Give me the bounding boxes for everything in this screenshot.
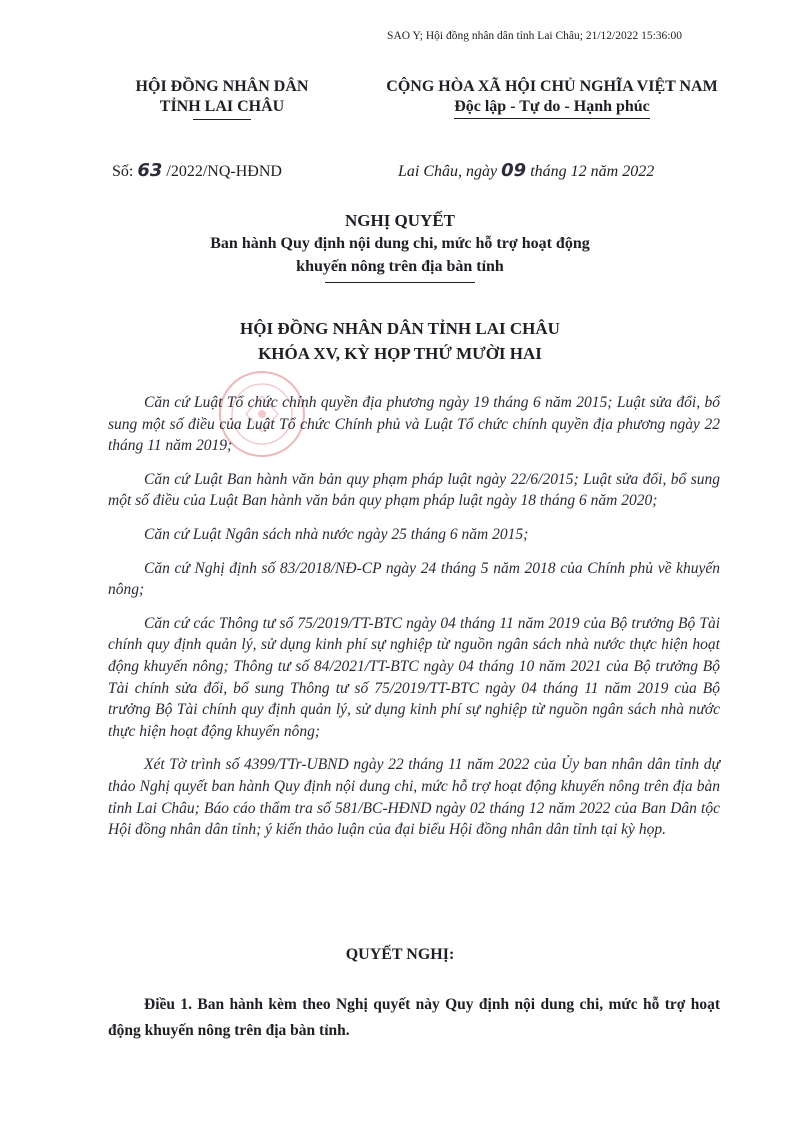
document-subject-line-2: khuyến nông trên địa bàn tỉnh (296, 258, 504, 275)
document-date-rest: tháng 12 năm 2022 (526, 163, 655, 180)
document-number-value: 63 (137, 160, 163, 181)
document-title (100, 210, 700, 283)
authority-underline (193, 119, 251, 120)
preamble (108, 392, 720, 853)
national-title: CỘNG HÒA XÃ HỘI CHỦ NGHĨA VIỆT NAM (386, 78, 718, 95)
national-motto: Độc lập - Tự do - Hạnh phúc (454, 97, 650, 119)
document-subject-line-1: Ban hành Quy định nội dung chi, mức hỗ trợ hoạt động (210, 235, 590, 252)
preamble-paragraph: Căn cứ các Thông tư số 75/2019/TT-BTC ngày 04 tháng 11 năm 2019 của Bộ trưởng Bộ Tài chính quy định quản lý, sử dụng kinh phí sự nghiệp từ nguồn ngân sách nhà nước thực hiện hoạt động khuyến nông; Thông tư số 84/2021/TT-BTC ngày 04 tháng 10 năm 2021 của Bộ trưởng Bộ Tài chính sửa đổi, bổ sung Thông tư số 75/2019/TT-BTC ngày 04 tháng 11 năm 2019 của Bộ trưởng Bộ Tài chính quy định quản lý, sử dụng kinh phí sự nghiệp từ nguồn ngân sách nhà nước thực hiện hoạt động khuyến nông; (108, 614, 720, 740)
council-session: KHÓA XV, KỲ HỌP THỨ MƯỜI HAI (258, 344, 542, 363)
article-1 (108, 992, 720, 1044)
preamble-paragraph: Xét Tờ trình số 4399/TTr-UBND ngày 22 tháng 11 năm 2022 của Ủy ban nhân dân tỉnh dự thảo Nghị quyết ban hành Quy định nội dung chi, mức hỗ trợ hoạt động khuyến nông trên địa bàn tỉnh Lai Châu; Báo cáo thẩm tra số 581/BC-HĐND ngày 02 tháng 12 năm 2022 của Ban Dân tộc Hội đồng nhân dân tỉnh; ý kiến thảo luận của đại biểu Hội đồng nhân dân tỉnh tại kỳ họp. (108, 756, 720, 839)
document-date-day: 09 (501, 160, 527, 181)
council-name: HỘI ĐỒNG NHÂN DÂN TỈNH LAI CHÂU (240, 319, 560, 338)
authority-line-2: TỈNH LAI CHÂU (159, 98, 285, 115)
document-date-prefix: Lai Châu, ngày (398, 163, 502, 180)
copy-stamp: SAO Y; Hội đồng nhân dân tỉnh Lai Châu; 21/12/2022 15:36:00 (387, 30, 682, 42)
document-date (398, 160, 654, 181)
preamble-paragraph: Căn cứ Luật Tổ chức chính quyền địa phương ngày 19 tháng 6 năm 2015; Luật sửa đổi, bổ sung một số điều của Luật Tổ chức Chính phủ và Luật Tổ chức chính quyền địa phương ngày 22 tháng 11 năm 2019; (108, 394, 720, 455)
national-header (352, 77, 752, 119)
document-number (112, 160, 282, 181)
issuing-authority (112, 77, 332, 120)
authority-line-1: HỘI ĐỒNG NHÂN DÂN (135, 78, 309, 95)
document-number-suffix: /2022/NQ-HĐND (162, 163, 282, 180)
preamble-paragraph: Căn cứ Luật Ban hành văn bản quy phạm pháp luật ngày 22/6/2015; Luật sửa đổi, bổ sung một số điều của Luật Ban hành văn bản quy phạm pháp luật ngày 18 tháng 6 năm 2020; (108, 470, 720, 510)
document-type: NGHỊ QUYẾT (344, 211, 456, 230)
preamble-paragraph: Căn cứ Luật Ngân sách nhà nước ngày 25 tháng 6 năm 2015; (144, 525, 529, 543)
article-1-text: Điều 1. Ban hành kèm theo Nghị quyết này Quy định nội dung chi, mức hỗ trợ hoạt động khuyến nông trên địa bàn tỉnh. (108, 996, 720, 1039)
title-underline (325, 282, 475, 283)
resolution-heading: QUYẾT NGHỊ: (345, 946, 455, 963)
document-number-prefix: Số: (112, 163, 138, 180)
preamble-paragraph: Căn cứ Nghị định số 83/2018/NĐ-CP ngày 24 tháng 5 năm 2018 của Chính phủ về khuyến nông; (108, 559, 720, 599)
council-heading (100, 316, 700, 366)
